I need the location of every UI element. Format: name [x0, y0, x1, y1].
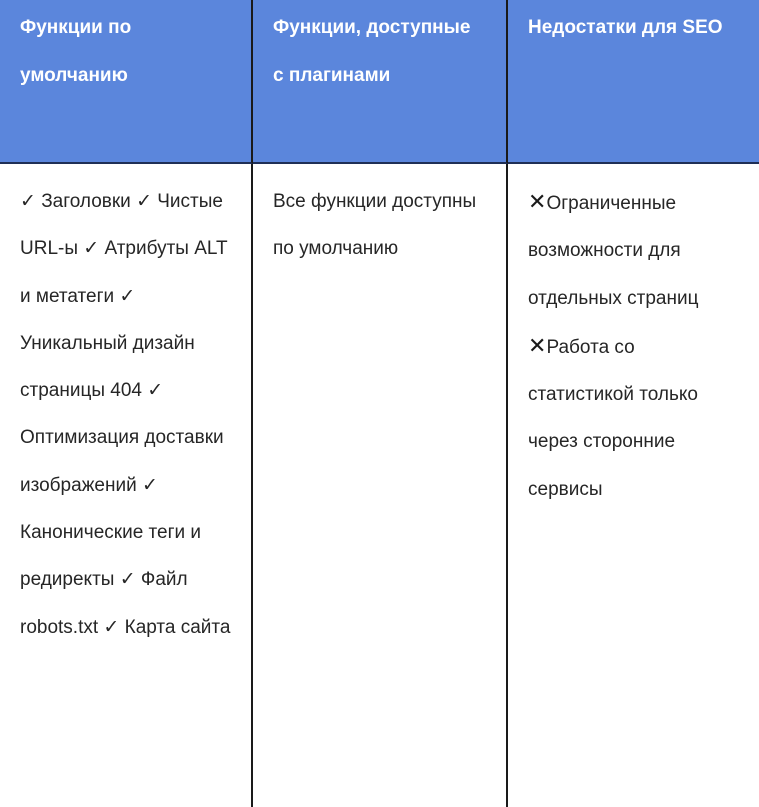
drawback-item: Ограниченные возможности для отдельных страниц	[528, 193, 699, 309]
header-default-features: Функции по умолчанию	[0, 0, 253, 164]
header-plugin-features: Функции, доступные с плагинами	[253, 0, 508, 164]
drawback-item: Работа со статистикой только через сторонние сервисы	[528, 336, 698, 500]
cross-icon: ✕	[528, 332, 547, 358]
header-seo-drawbacks: Недостатки для SEO	[508, 0, 759, 164]
cell-plugin-features: Все функции доступны по умолчанию	[253, 164, 508, 807]
cell-seo-drawbacks	[508, 164, 759, 807]
cell-default-features: ✓ Заголовки ✓ Чистые URL-ы ✓ Атрибуты ALT и метатеги ✓ Уникальный дизайн страницы 404 ✓ Оптимизация доставки изображений ✓ Канонические теги и редиректы ✓ Файл robots.txt ✓ Карта сайта	[0, 164, 253, 807]
cross-icon: ✕	[528, 189, 547, 214]
